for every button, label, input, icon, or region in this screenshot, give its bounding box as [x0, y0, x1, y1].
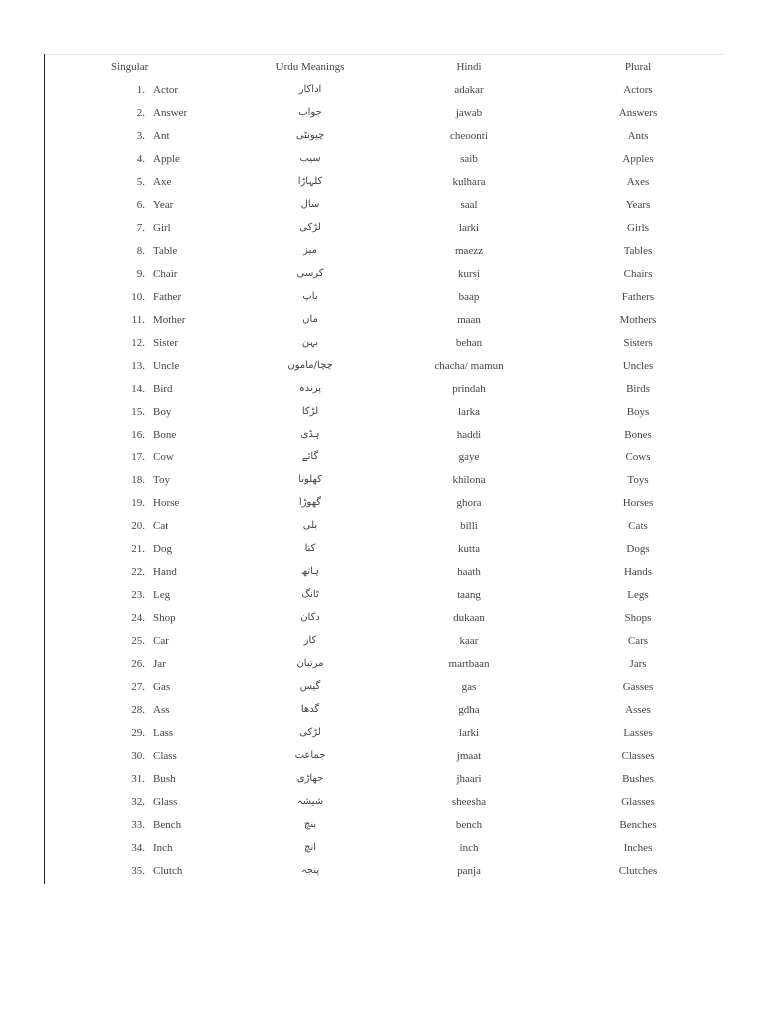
singular-cell [111, 630, 201, 653]
hindi-word: kulhara [452, 175, 486, 188]
singular-cell [111, 699, 201, 722]
singular-word: Clutch [153, 864, 183, 877]
singular-cell [111, 745, 201, 768]
table-row [45, 469, 725, 492]
plural-word: Toys [627, 474, 649, 487]
singular-cell [111, 814, 201, 837]
hindi-word: behan [455, 336, 483, 349]
row-number: 33. [131, 818, 145, 831]
row-number: 5. [136, 175, 145, 188]
singular-word: Bush [153, 773, 176, 786]
hindi-word: khilona [452, 474, 486, 487]
hindi-word: kursi [458, 267, 480, 280]
singular-cell [111, 79, 201, 102]
singular-cell [111, 837, 201, 860]
row-number: 14. [131, 382, 145, 395]
singular-cell [111, 791, 201, 814]
singular-word: Chair [153, 267, 178, 280]
header-urdu-meanings: Urdu Meanings [275, 61, 345, 73]
hindi-word: saib [460, 152, 478, 165]
singular-word: Class [153, 750, 177, 763]
table-row [45, 561, 725, 584]
plural-word: Bones [624, 428, 652, 441]
singular-word: Bird [153, 382, 173, 395]
header-hindi: Hindi [456, 61, 482, 73]
header-plural: Plural [624, 61, 652, 73]
table-row [45, 860, 725, 883]
singular-word: Jar [153, 658, 166, 671]
plural-word: Cows [625, 451, 651, 464]
hindi-word: gas [461, 681, 477, 694]
table-row [45, 424, 725, 447]
table-row [45, 125, 725, 148]
row-number: 13. [131, 359, 145, 372]
singular-cell [111, 446, 201, 469]
plural-word: Lasses [623, 727, 653, 740]
plural-word: Clutches [618, 864, 658, 877]
singular-word: Bone [153, 428, 177, 441]
urdu-meaning: کتا [304, 543, 316, 555]
row-number: 8. [136, 244, 145, 257]
row-number: 20. [131, 520, 145, 533]
singular-word: Girl [153, 221, 171, 234]
plural-word: Benches [619, 818, 657, 831]
singular-cell [111, 286, 201, 309]
table-header-row [45, 56, 725, 79]
urdu-meaning: پرندہ [298, 382, 322, 394]
singular-cell [111, 378, 201, 401]
urdu-meaning: ہڈی [300, 428, 320, 440]
table-row [45, 309, 725, 332]
plural-word: Axes [626, 175, 650, 188]
urdu-meaning: چیونٹی [295, 129, 325, 141]
row-number: 19. [131, 497, 145, 510]
table-row [45, 102, 725, 125]
row-number: 2. [136, 106, 145, 119]
row-number: 1. [136, 83, 145, 96]
plural-word: Girls [627, 221, 649, 234]
plural-word: Legs [627, 589, 649, 602]
row-number: 35. [131, 864, 145, 877]
hindi-word: taang [457, 589, 481, 602]
urdu-meaning: جھاڑی [296, 773, 324, 785]
singular-cell [111, 171, 201, 194]
urdu-meaning: کلہاڑا [297, 175, 323, 187]
hindi-word: maezz [454, 244, 484, 257]
urdu-meaning: سال [300, 198, 320, 210]
singular-word: Table [153, 244, 178, 257]
urdu-meaning: گائے [301, 451, 319, 463]
hindi-word: baap [458, 290, 480, 303]
urdu-meaning: لڑکا [301, 405, 319, 417]
singular-word: Dog [153, 543, 172, 556]
plural-word: Hands [623, 566, 653, 579]
singular-cell [111, 676, 201, 699]
hindi-word: haath [457, 566, 481, 579]
table-row [45, 653, 725, 676]
hindi-word: billi [460, 520, 478, 533]
singular-word: Father [153, 290, 182, 303]
plural-word: Mothers [619, 313, 657, 326]
table-row [45, 79, 725, 102]
urdu-meaning: چچا/ماموں [287, 359, 333, 371]
hindi-word: cheoonti [450, 129, 488, 142]
singular-cell [111, 263, 201, 286]
singular-cell [111, 148, 201, 171]
plural-word: Apples [622, 152, 654, 165]
hindi-word: gaye [458, 451, 480, 464]
table-row [45, 768, 725, 791]
table-body [45, 79, 725, 883]
singular-cell [111, 355, 201, 378]
row-number: 10. [131, 290, 145, 303]
singular-word: Ant [153, 129, 170, 142]
singular-cell [111, 722, 201, 745]
hindi-word: jhaari [456, 773, 482, 786]
row-number: 6. [136, 198, 145, 211]
singular-word: Actor [153, 83, 179, 96]
urdu-meaning: کار [303, 635, 317, 647]
plural-word: Boys [626, 405, 650, 418]
singular-cell [111, 102, 201, 125]
row-number: 16. [131, 428, 145, 441]
plural-word: Fathers [621, 290, 655, 303]
table-row [45, 194, 725, 217]
row-number: 15. [131, 405, 145, 418]
table-row [45, 286, 725, 309]
singular-cell [111, 860, 201, 883]
row-number: 25. [131, 635, 145, 648]
table-row [45, 837, 725, 860]
hindi-word: jawab [455, 106, 483, 119]
plural-word: Actors [623, 83, 653, 96]
urdu-meaning: پنجہ [300, 864, 320, 876]
plural-word: Gasses [622, 681, 654, 694]
hindi-word: bench [455, 818, 483, 831]
singular-word: Toy [153, 474, 170, 487]
singular-word: Axe [153, 175, 172, 188]
plural-word: Shops [624, 612, 652, 625]
table-row [45, 148, 725, 171]
plural-word: Years [625, 198, 651, 211]
hindi-word: sheesha [451, 796, 487, 808]
singular-word: Mother [153, 313, 186, 326]
table-row [45, 217, 725, 240]
singular-cell [111, 515, 201, 538]
plural-word: Birds [626, 382, 650, 395]
table-row [45, 791, 725, 814]
row-number: 12. [131, 336, 145, 349]
plural-word: Tables [623, 244, 653, 257]
singular-cell [111, 653, 201, 676]
urdu-meaning: باپ [302, 290, 318, 302]
singular-cell [111, 217, 201, 240]
row-number: 11. [131, 313, 145, 326]
plural-word: Chairs [623, 267, 653, 280]
plural-word: Glasses [621, 796, 655, 808]
row-number: 28. [131, 704, 145, 717]
singular-cell [111, 424, 201, 447]
row-number: 17. [131, 451, 145, 464]
row-number: 21. [131, 543, 145, 556]
hindi-word: martbaan [448, 658, 490, 671]
table-row [45, 263, 725, 286]
table-row [45, 401, 725, 424]
table-row [45, 332, 725, 355]
singular-word: Lass [153, 727, 174, 740]
hindi-word: haddi [456, 428, 482, 441]
singular-cell [111, 768, 201, 791]
table-row [45, 355, 725, 378]
row-number: 7. [136, 221, 145, 234]
table-row [45, 584, 725, 607]
header-singular: Singular [111, 61, 149, 73]
singular-cell [111, 194, 201, 217]
singular-cell [111, 469, 201, 492]
urdu-meaning: بلی [302, 520, 318, 532]
singular-word: Shop [153, 612, 176, 625]
singular-word: Uncle [153, 359, 180, 372]
singular-word: Car [153, 635, 169, 648]
hindi-word: inch [459, 841, 479, 854]
row-number: 27. [131, 681, 145, 694]
urdu-meaning: لڑکی [299, 221, 321, 233]
hindi-word: gdha [458, 704, 480, 717]
table-row [45, 814, 725, 837]
plural-word: Answers [618, 106, 658, 119]
singular-word: Year [153, 198, 174, 211]
table-row [45, 676, 725, 699]
urdu-meaning: بنچ [303, 818, 317, 830]
plural-word: Sisters [623, 336, 653, 349]
urdu-meaning: سیب [299, 152, 321, 164]
singular-word: Answer [153, 106, 188, 119]
table-row [45, 538, 725, 561]
plural-word: Inches [623, 841, 653, 854]
singular-cell [111, 561, 201, 584]
row-number: 24. [131, 612, 145, 625]
table-row [45, 446, 725, 469]
plural-word: Cars [627, 635, 649, 648]
urdu-meaning: مرتبان [296, 658, 324, 670]
urdu-meaning: ماں [302, 313, 318, 325]
row-number: 26. [131, 658, 145, 671]
table-row [45, 378, 725, 401]
singular-word: Leg [153, 589, 171, 602]
singular-word: Gas [153, 681, 171, 694]
row-number: 30. [131, 750, 145, 763]
row-number: 32. [131, 796, 145, 808]
row-number: 31. [131, 773, 145, 786]
row-number: 18. [131, 474, 145, 487]
urdu-meaning: گھوڑا [298, 497, 322, 509]
singular-word: Apple [153, 152, 180, 165]
row-number: 4. [136, 152, 145, 165]
plural-word: Uncles [622, 359, 654, 372]
vocabulary-table [45, 56, 725, 883]
singular-word: Cow [153, 451, 174, 464]
urdu-meaning: شیشہ [296, 796, 324, 807]
plural-word: Dogs [626, 543, 650, 556]
urdu-meaning: کھلونا [298, 474, 322, 486]
singular-cell [111, 309, 201, 332]
plural-word: Horses [622, 497, 654, 510]
table-row [45, 492, 725, 515]
hindi-word: panja [457, 864, 481, 877]
hindi-word: prindah [452, 382, 486, 395]
urdu-meaning: بہن [301, 336, 319, 348]
urdu-meaning: میز [303, 244, 317, 256]
singular-word: Cat [153, 520, 169, 533]
singular-cell [111, 125, 201, 148]
singular-cell [111, 332, 201, 355]
row-number: 34. [131, 841, 145, 854]
table-row [45, 745, 725, 768]
singular-word: Inch [153, 841, 173, 854]
urdu-meaning: دکان [300, 612, 320, 624]
singular-cell [111, 492, 201, 515]
urdu-meaning: جواب [298, 106, 322, 118]
singular-word: Boy [153, 405, 172, 418]
urdu-meaning: انچ [303, 841, 317, 853]
table-row [45, 171, 725, 194]
urdu-meaning: لڑکی [299, 727, 321, 739]
singular-cell [111, 401, 201, 424]
singular-cell [111, 538, 201, 561]
singular-word: Hand [153, 566, 177, 579]
singular-word: Horse [153, 497, 180, 510]
hindi-word: ghora [456, 497, 482, 510]
row-number: 22. [131, 566, 145, 579]
hindi-word: larki [458, 727, 480, 740]
hindi-word: larka [458, 405, 480, 418]
plural-word: Ants [627, 129, 649, 142]
singular-cell [111, 240, 201, 263]
table-row [45, 722, 725, 745]
urdu-meaning: ہاتھ [300, 566, 319, 578]
table-row [45, 630, 725, 653]
hindi-word: chacha/ mamun [434, 359, 504, 372]
plural-word: Asses [625, 704, 651, 717]
hindi-word: kutta [458, 543, 480, 556]
urdu-meaning: گیس [299, 681, 321, 693]
hindi-word: larki [458, 221, 480, 234]
plural-word: Classes [621, 750, 655, 763]
row-number: 23. [131, 589, 145, 602]
plural-word: Cats [628, 520, 648, 533]
hindi-word: maan [457, 313, 481, 326]
hindi-word: saal [460, 198, 478, 211]
row-number: 9. [136, 267, 145, 280]
singular-word: Sister [153, 336, 179, 349]
singular-word: Glass [153, 796, 178, 808]
table-row [45, 240, 725, 263]
urdu-meaning: کرسی [296, 267, 324, 279]
top-border-line [44, 54, 724, 55]
singular-word: Ass [153, 704, 170, 717]
hindi-word: kaar [459, 635, 479, 648]
singular-word: Bench [153, 818, 182, 831]
singular-cell [111, 607, 201, 630]
urdu-meaning: گدھا [300, 704, 320, 716]
singular-cell [111, 584, 201, 607]
hindi-word: dukaan [453, 612, 485, 625]
row-number: 3. [136, 129, 145, 142]
urdu-meaning: اداکار [298, 83, 322, 95]
hindi-word: adakar [454, 83, 484, 96]
table-row [45, 515, 725, 538]
urdu-meaning: ٹانگ [301, 589, 319, 601]
plural-word: Bushes [622, 773, 654, 786]
plural-word: Jars [629, 658, 647, 671]
table-row [45, 699, 725, 722]
urdu-meaning: جماعت [294, 750, 326, 762]
row-number: 29. [131, 727, 145, 740]
hindi-word: jmaat [456, 750, 482, 763]
table-row [45, 607, 725, 630]
